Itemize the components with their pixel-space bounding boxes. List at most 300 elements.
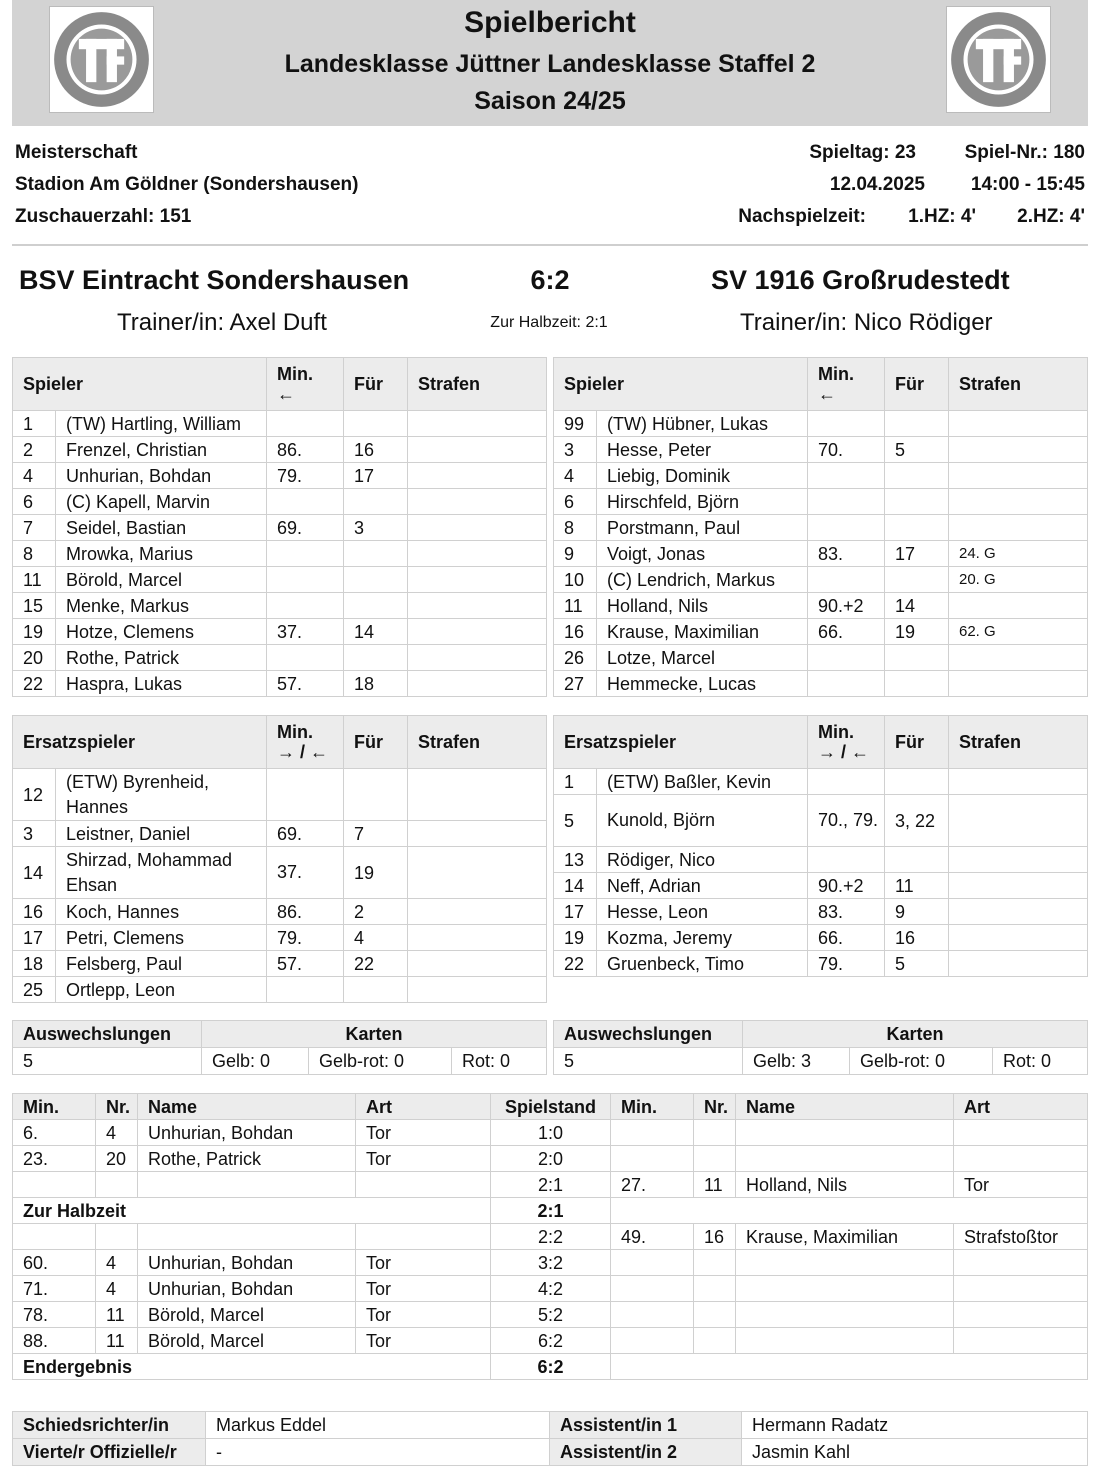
col-min: Min. ← [267,358,344,411]
penalty [408,463,547,489]
away-goal-scorer [736,1302,954,1328]
home-goal-type: Tor [356,1302,491,1328]
sub-minute [808,769,885,795]
replaced-for: 5 [885,951,949,977]
assistant2-name: Jasmin Kahl [742,1439,1088,1466]
sub-minute: 83. [808,899,885,925]
home-goal-scorer: Börold, Marcel [138,1302,356,1328]
player-number: 9 [554,541,597,567]
player-name: Kozma, Jeremy [597,925,808,951]
sub-minute: 79. [267,463,344,489]
player-name: Ortlepp, Leon [56,977,267,1003]
home-goal-number: 11 [96,1328,138,1354]
sub-minute: 66. [808,925,885,951]
player-row [554,463,1088,489]
home-goal-minute [13,1224,96,1250]
goal-score: 4:2 [491,1276,611,1302]
home-goal-type [356,1172,491,1198]
col-for: Für [344,716,408,769]
halftime-row-score: 2:1 [491,1198,611,1224]
sub-minute: 70., 79. [808,795,885,847]
replaced-for [344,567,408,593]
home-goal-scorer [138,1172,356,1198]
player-number: 5 [554,795,597,847]
sub-minute: 69. [267,515,344,541]
replaced-for: 11 [885,873,949,899]
col-min: Min. [13,1094,96,1120]
goal-score: 2:2 [491,1224,611,1250]
col-name: Name [736,1094,954,1120]
replaced-for: 19 [344,847,408,899]
player-row [13,619,547,645]
goal-score: 2:0 [491,1146,611,1172]
player-row [13,645,547,671]
replaced-for: 2 [344,899,408,925]
replaced-for: 16 [885,925,949,951]
player-name: Porstmann, Paul [597,515,808,541]
final-row [13,1354,1088,1380]
player-row [554,847,1088,873]
sub-minute [808,463,885,489]
penalty [949,795,1088,847]
home-goal-scorer: Unhurian, Bohdan [138,1250,356,1276]
sub-minute: 37. [267,847,344,899]
replaced-for: 9 [885,899,949,925]
player-name: (C) Lendrich, Markus [597,567,808,593]
player-row [13,899,547,925]
away-goal-scorer [736,1146,954,1172]
player-name: Kunold, Björn [597,795,808,847]
player-row [13,463,547,489]
player-row [13,541,547,567]
yellowred-cards: Gelb-rot: 0 [850,1048,993,1075]
player-name: Gruenbeck, Timo [597,951,808,977]
home-goal-type [356,1224,491,1250]
halftime-score: Zur Halbzeit: 2:1 [490,314,608,331]
player-number: 99 [554,411,597,437]
home-goal-number [96,1172,138,1198]
player-name: Seidel, Bastian [56,515,267,541]
col-no: Nr. [96,1094,138,1120]
player-number: 2 [13,437,56,463]
col-penalties: Strafen [408,358,547,411]
sub-minute: 90.+2 [808,873,885,899]
goal-row [13,1146,1088,1172]
away-goal-minute [611,1276,694,1302]
player-row [13,925,547,951]
away-goal-type: Tor [954,1172,1088,1198]
player-row [13,411,547,437]
penalty [408,925,547,951]
player-row [554,873,1088,899]
player-number: 11 [13,567,56,593]
penalty [949,769,1088,795]
sub-minute: 70. [808,437,885,463]
replaced-for [885,515,949,541]
away-goal-minute: 27. [611,1172,694,1198]
col-substitute: Ersatzspieler [13,716,267,769]
penalty [408,593,547,619]
replaced-for: 7 [344,821,408,847]
cards-label: Karten [202,1021,547,1048]
goal-row [13,1328,1088,1354]
sub-minute [808,567,885,593]
player-row [554,951,1088,977]
home-goal-type: Tor [356,1328,491,1354]
player-row [554,645,1088,671]
final-row-label: Endergebnis [13,1354,491,1380]
player-number: 3 [554,437,597,463]
player-number: 3 [13,821,56,847]
home-lineup-table [12,357,547,697]
home-substitutes-table [12,715,547,1003]
player-row [554,671,1088,697]
player-number: 27 [554,671,597,697]
col-name: Name [138,1094,356,1120]
goals-table [12,1093,1088,1380]
sub-minute [808,489,885,515]
goal-row [13,1302,1088,1328]
player-number: 10 [554,567,597,593]
sub-minute [267,645,344,671]
home-goal-scorer [138,1224,356,1250]
away-goal-minute [611,1328,694,1354]
sub-minute [808,847,885,873]
replaced-for [344,489,408,515]
away-goal-scorer: Krause, Maximilian [736,1224,954,1250]
officials-table [12,1411,1088,1466]
competition-type: Meisterschaft [15,142,138,163]
away-goal-number [694,1276,736,1302]
player-name: Rothe, Patrick [56,645,267,671]
home-goal-scorer: Unhurian, Bohdan [138,1276,356,1302]
player-row [554,925,1088,951]
col-min: Min. ← [808,358,885,411]
sub-minute: 90.+2 [808,593,885,619]
away-summary-table [553,1020,1088,1075]
game-number: Spiel-Nr.: 180 [964,142,1085,163]
replaced-for [344,645,408,671]
penalty [949,411,1088,437]
assistant2-label: Assistent/in 2 [550,1439,742,1466]
penalty [408,541,547,567]
player-name: Lotze, Marcel [597,645,808,671]
player-name: Hemmecke, Lucas [597,671,808,697]
sub-minute [808,515,885,541]
home-goal-type: Tor [356,1146,491,1172]
player-row [13,769,547,821]
away-goal-minute: 49. [611,1224,694,1250]
sub-minute: 83. [808,541,885,567]
player-name: (ETW) Baßler, Kevin [597,769,808,795]
player-name: Leistner, Daniel [56,821,267,847]
sub-minute: 66. [808,619,885,645]
penalty [949,437,1088,463]
away-goal-number [694,1328,736,1354]
player-row [554,593,1088,619]
replaced-for: 16 [344,437,408,463]
penalty [408,437,547,463]
penalty [408,567,547,593]
replaced-for: 17 [344,463,408,489]
player-name: Menke, Markus [56,593,267,619]
replaced-for [885,567,949,593]
home-summary-table [12,1020,547,1075]
replaced-for [885,463,949,489]
player-number: 1 [13,411,56,437]
away-goal-number: 11 [694,1172,736,1198]
player-number: 14 [554,873,597,899]
home-goal-type: Tor [356,1120,491,1146]
replaced-for [885,671,949,697]
player-number: 19 [13,619,56,645]
player-number: 17 [554,899,597,925]
subs-count: 5 [13,1048,202,1075]
away-goal-type: Strafstoßtor [954,1224,1088,1250]
replaced-for [344,541,408,567]
player-number: 17 [13,925,56,951]
away-goal-number: 16 [694,1224,736,1250]
col-player: Spieler [13,358,267,411]
sub-minute [808,411,885,437]
player-name: Koch, Hannes [56,899,267,925]
home-goal-scorer: Unhurian, Bohdan [138,1120,356,1146]
player-name: Mrowka, Marius [56,541,267,567]
penalty [408,821,547,847]
sub-minute [267,541,344,567]
player-number: 15 [13,593,56,619]
replaced-for: 14 [344,619,408,645]
penalty: 24. G [949,541,1088,567]
penalty [949,489,1088,515]
player-number: 22 [13,671,56,697]
replaced-for: 5 [885,437,949,463]
halftime-row [13,1198,1088,1224]
sub-minute [267,411,344,437]
player-number: 26 [554,645,597,671]
home-goal-type: Tor [356,1276,491,1302]
penalty [408,951,547,977]
home-goal-minute: 60. [13,1250,96,1276]
replaced-for: 18 [344,671,408,697]
player-number: 4 [13,463,56,489]
away-goal-number [694,1120,736,1146]
goal-score: 2:1 [491,1172,611,1198]
player-number: 16 [13,899,56,925]
player-number: 13 [554,847,597,873]
player-name: Holland, Nils [597,593,808,619]
subs-label: Auswechslungen [554,1021,743,1048]
divider [12,244,1088,246]
sub-minute [808,671,885,697]
sub-minute [267,593,344,619]
replaced-for: 14 [885,593,949,619]
penalty [408,899,547,925]
away-substitutes-table [553,715,1088,977]
home-goal-minute: 71. [13,1276,96,1302]
replaced-for: 22 [344,951,408,977]
player-row [554,899,1088,925]
player-name: Hesse, Peter [597,437,808,463]
col-score: Spielstand [491,1094,611,1120]
sub-minute: 37. [267,619,344,645]
extra-time-label: Nachspielzeit: [738,206,866,227]
report-title: Spielbericht [464,6,636,39]
home-goal-type: Tor [356,1250,491,1276]
player-row [13,847,547,899]
replaced-for [885,769,949,795]
player-row [554,515,1088,541]
col-for: Für [885,716,949,769]
col-min: Min. [611,1094,694,1120]
subs-label: Auswechslungen [13,1021,202,1048]
penalty [949,593,1088,619]
penalty [949,951,1088,977]
replaced-for: 19 [885,619,949,645]
away-goal-number [694,1302,736,1328]
away-goal-minute [611,1146,694,1172]
venue: Stadion Am Göldner (Sondershausen) [15,174,359,195]
col-penalties: Strafen [949,358,1088,411]
sub-minute: 79. [808,951,885,977]
sub-minute: 69. [267,821,344,847]
penalty [949,899,1088,925]
col-for: Für [885,358,949,411]
player-row [13,977,547,1003]
player-name: Unhurian, Bohdan [56,463,267,489]
replaced-for: 4 [344,925,408,951]
player-name: (ETW) Byrenheid, Hannes [56,769,267,821]
sub-minute: 57. [267,671,344,697]
penalty [949,873,1088,899]
sub-minute [267,567,344,593]
penalty [408,769,547,821]
player-name: Haspra, Lukas [56,671,267,697]
assistant1-label: Assistent/in 1 [550,1412,742,1439]
player-name: (TW) Hübner, Lukas [597,411,808,437]
subs-count: 5 [554,1048,743,1075]
away-lineup-table [553,357,1088,697]
red-cards: Rot: 0 [452,1048,547,1075]
away-goal-minute [611,1302,694,1328]
player-row [13,489,547,515]
player-number: 20 [13,645,56,671]
player-row [554,541,1088,567]
player-name: Frenzel, Christian [56,437,267,463]
home-goal-number: 20 [96,1146,138,1172]
away-goal-type [954,1328,1088,1354]
penalty: 62. G [949,619,1088,645]
col-penalties: Strafen [949,716,1088,769]
away-goal-type [954,1250,1088,1276]
extra-time-second-half: 2.HZ: 4' [1017,206,1085,227]
cards-label: Karten [743,1021,1088,1048]
player-row [554,769,1088,795]
replaced-for [344,769,408,821]
home-goal-minute [13,1172,96,1198]
player-row [554,411,1088,437]
away-goal-number [694,1250,736,1276]
league-title: Landesklasse Jüttner Landesklasse Staffel 2 [284,50,816,78]
spectators: Zuschauerzahl: 151 [15,206,192,227]
player-row [554,619,1088,645]
col-no: Nr. [694,1094,736,1120]
halftime-row-label: Zur Halbzeit [13,1198,491,1224]
replaced-for: 3, 22 [885,795,949,847]
goal-row [13,1120,1088,1146]
red-cards: Rot: 0 [993,1048,1088,1075]
fourth-official-label: Vierte/r Offizielle/r [13,1439,206,1466]
player-number: 25 [13,977,56,1003]
penalty [408,515,547,541]
col-min: Min. → / ← [267,716,344,769]
away-goal-scorer: Holland, Nils [736,1172,954,1198]
player-name: Liebig, Dominik [597,463,808,489]
yellow-cards: Gelb: 3 [743,1048,850,1075]
player-name: Petri, Clemens [56,925,267,951]
sub-minute: 86. [267,437,344,463]
col-player: Spieler [554,358,808,411]
player-row [13,515,547,541]
empty-cell [611,1198,1088,1224]
assistant1-name: Hermann Radatz [742,1412,1088,1439]
replaced-for [344,411,408,437]
player-row [13,567,547,593]
yellowred-cards: Gelb-rot: 0 [309,1048,452,1075]
season-title: Saison 24/25 [474,87,626,115]
player-row [13,821,547,847]
player-number: 7 [13,515,56,541]
penalty [408,411,547,437]
player-name: Felsberg, Paul [56,951,267,977]
away-goal-type [954,1302,1088,1328]
col-type: Art [954,1094,1088,1120]
player-row [554,489,1088,515]
penalty [408,847,547,899]
player-name: (TW) Hartling, William [56,411,267,437]
away-team-name: SV 1916 Großrudestedt [711,265,1010,295]
match-date: 12.04.2025 [829,174,925,195]
player-number: 19 [554,925,597,951]
sub-minute [808,645,885,671]
player-name: (C) Kapell, Marvin [56,489,267,515]
player-number: 6 [554,489,597,515]
player-row [13,593,547,619]
sub-minute [267,977,344,1003]
home-goal-number: 11 [96,1302,138,1328]
player-number: 6 [13,489,56,515]
away-goal-number [694,1146,736,1172]
referee-label: Schiedsrichter/in [13,1412,206,1439]
replaced-for [885,645,949,671]
player-row [554,795,1088,847]
home-goal-minute: 6. [13,1120,96,1146]
home-trainer: Trainer/in: Axel Duft [117,309,327,336]
player-name: Neff, Adrian [597,873,808,899]
penalty [949,463,1088,489]
penalty [949,515,1088,541]
player-name: Shirzad, Mohammad Ehsan [56,847,267,899]
player-row [13,951,547,977]
penalty [408,489,547,515]
away-goal-scorer [736,1276,954,1302]
player-number: 4 [554,463,597,489]
replaced-for [885,847,949,873]
away-goal-minute [611,1250,694,1276]
goal-score: 6:2 [491,1328,611,1354]
goal-score: 5:2 [491,1302,611,1328]
player-row [554,437,1088,463]
